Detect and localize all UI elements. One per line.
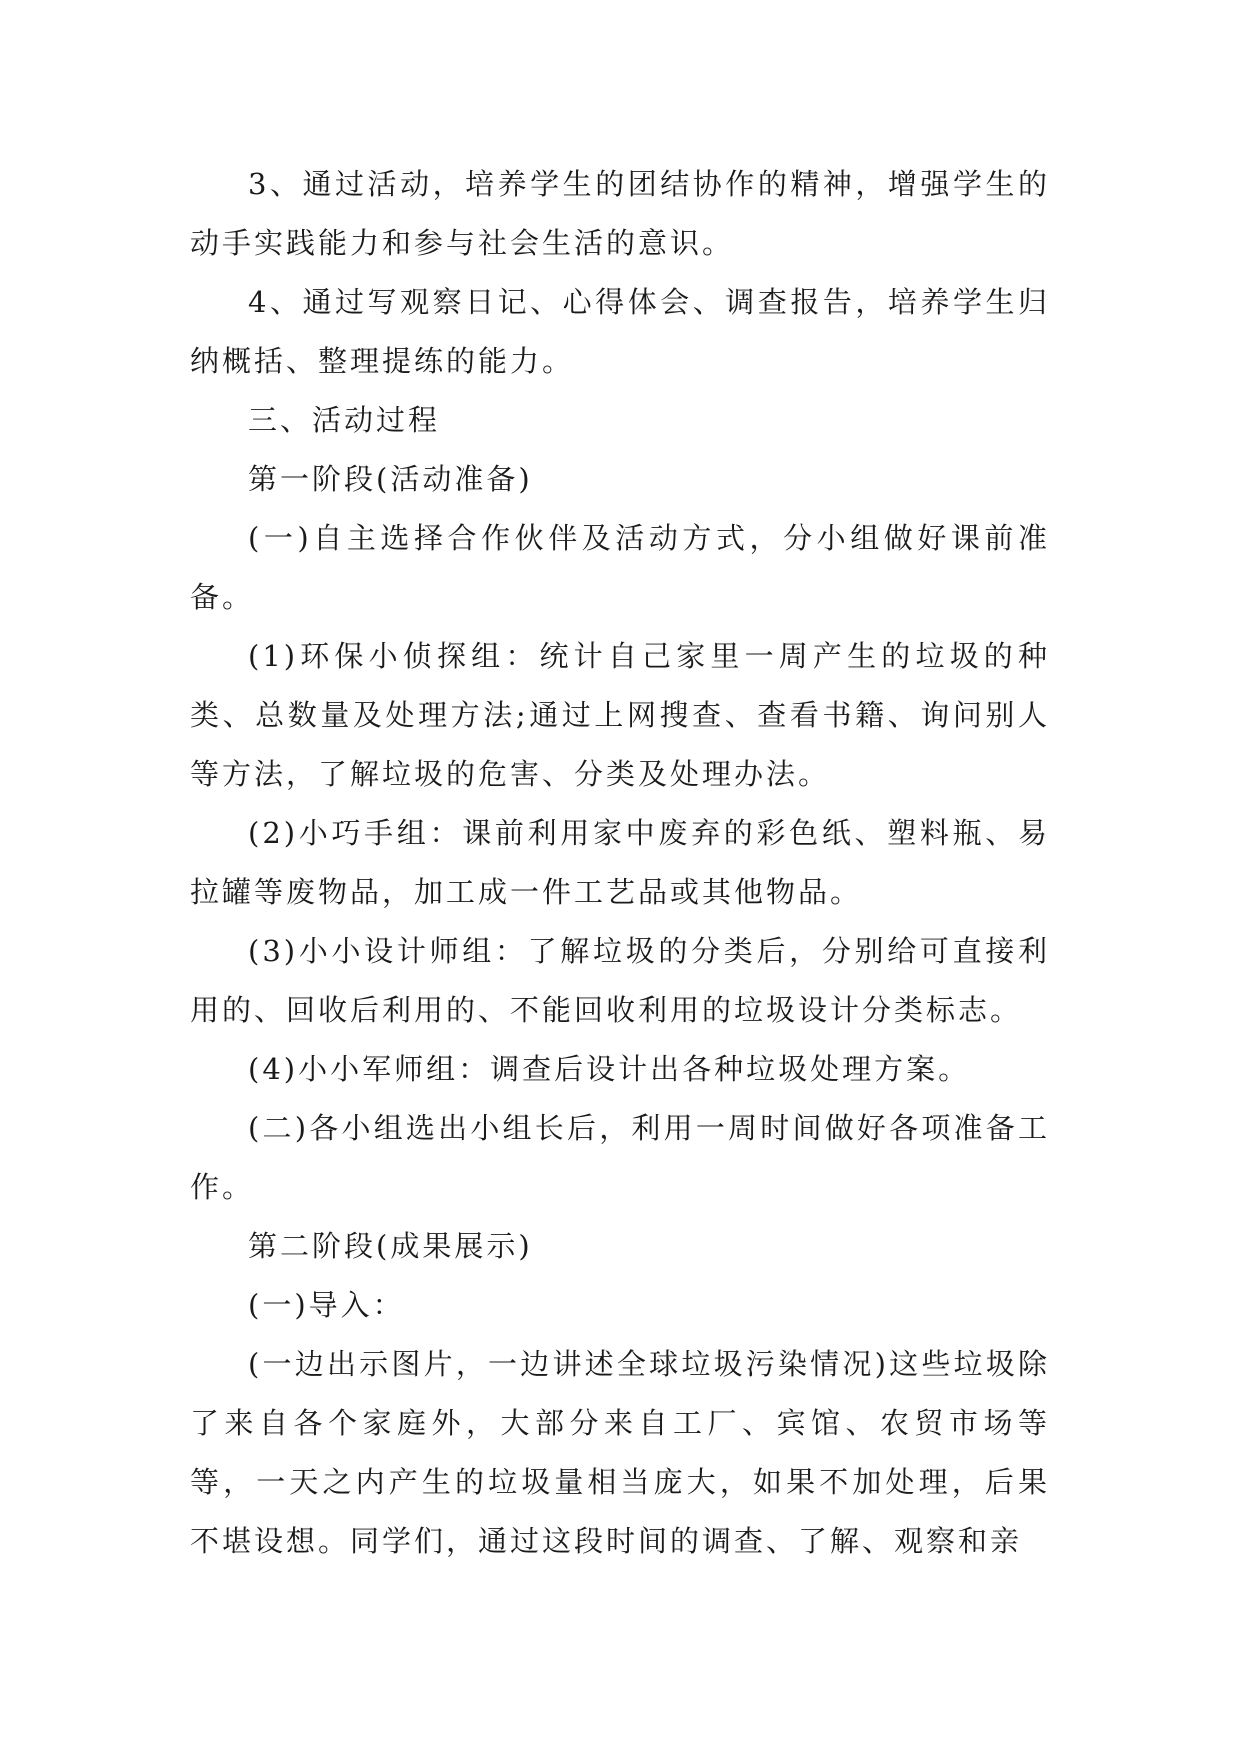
paragraph-introduction: (一边出示图片，一边讲述全球垃圾污染情况)这些垃圾除了来自各个家庭外，大部分来自工厂、宾馆、农贸市场等等，一天之内产生的垃圾量相当庞大，如果不加处理，后果不堪设想。同学们，通过这段时间的调查、了解、观察和亲: [190, 1347, 1050, 1558]
paragraph-group-handcraft: (2)小巧手组：课前利用家中废弃的彩色纸、塑料瓶、易拉罐等废物品，加工成一件工艺品或其他物品。: [190, 816, 1050, 909]
paragraph-preparation-2: (二)各小组选出小组长后，利用一周时间做好各项准备工作。: [190, 1111, 1050, 1204]
section-heading-activity-process: 三、活动过程: [248, 403, 441, 437]
subheading-introduction: (一)导入：: [248, 1288, 405, 1322]
stage-heading-preparation: 第一阶段(活动准备): [248, 462, 533, 496]
paragraph-group-detective: (1)环保小侦探组：统计自己家里一周产生的垃圾的种类、总数量及处理方法;通过上网搜查、查看书籍、询问别人等方法，了解垃圾的危害、分类及处理办法。: [190, 639, 1050, 791]
paragraph-preparation-1: (一)自主选择合作伙伴及活动方式，分小组做好课前准备。: [190, 521, 1050, 614]
paragraph-group-strategist: (4)小小军师组：调查后设计出各种垃圾处理方案。: [248, 1052, 971, 1086]
paragraph-objective-3: 3、通过活动，培养学生的团结协作的精神，增强学生的动手实践能力和参与社会生活的意识。: [190, 167, 1050, 260]
stage-heading-showcase: 第二阶段(成果展示): [248, 1229, 533, 1263]
document-page: [190, 155, 1050, 1571]
paragraph-group-designer: (3)小小设计师组：了解垃圾的分类后，分别给可直接利用的、回收后利用的、不能回收利用的垃圾设计分类标志。: [190, 934, 1050, 1027]
paragraph-objective-4: 4、通过写观察日记、心得体会、调查报告，培养学生归纳概括、整理提练的能力。: [190, 285, 1050, 378]
